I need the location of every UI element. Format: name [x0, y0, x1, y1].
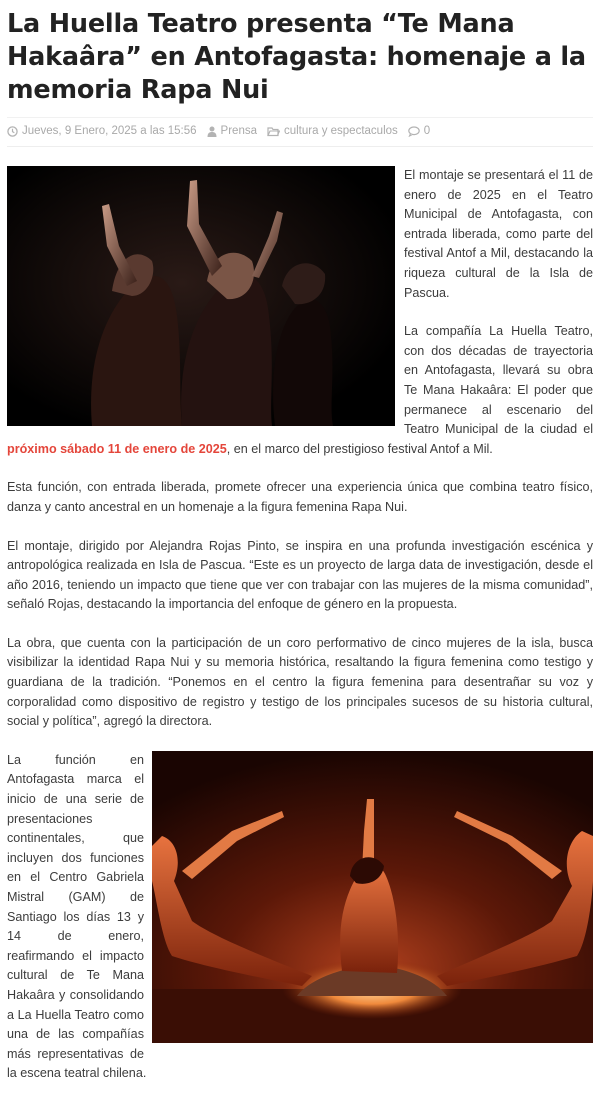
article-title: La Huella Teatro presenta “Te Mana Hakaâra” en Antofagasta: homenaje a la memoria Rapa Nui [7, 9, 586, 105]
meta-author-text[interactable]: Prensa [220, 125, 257, 137]
meta-comments-count[interactable]: 0 [423, 125, 431, 137]
paragraph-1: El montaje se presentará el 11 de enero de 2025 en el Teatro Municipal de Antofagasta, con entrada liberada, como parte del festival Antof a Mil, destacando la riqueza cultural de la Isla de Pascua. [404, 168, 593, 300]
meta-category[interactable] [267, 125, 398, 137]
paragraph-2-text-end: , en el marco del prestigioso festival Antof a Mil. [226, 441, 493, 456]
paragraph-3: Esta función, con entrada liberada, promete ofrecer una experiencia única que combina teatro físico, danza y canto ancestral en un homenaje a la figura femenina Rapa Nui. [7, 480, 593, 514]
paragraph-4: El montaje, dirigido por Alejandra Rojas Pinto, se inspira en una profunda investigación escénica y antropológica realizada en Isla de Pascua. “Este es un proyecto de larga data de investigación, desde el año 2016, teniendo un impacto que tiene que ver con trabajar con las mujeres de la misma comunidad”, señaló Rojas, destacando la importancia del enfoque de género en la propuesta. [7, 538, 593, 612]
paragraph-2-text-start: La compañía La Huella Teatro, con dos décadas de trayectoria en Antofagasta, llevará su obra Te Mana Hakaâra: El poder que permanece al escenario del Teatro Municipal de la ciudad el [404, 324, 593, 437]
user-icon [207, 126, 217, 137]
meta-date-text: Jueves, 9 Enero, 2025 a las 15:56 [22, 125, 197, 137]
clock-icon [7, 126, 18, 137]
article-photo-1 [7, 166, 395, 426]
article-meta [7, 117, 593, 147]
meta-date [7, 125, 197, 137]
paragraph-5: La obra, que cuenta con la participación de un coro performativo de cinco mujeres de la isla, busca visibilizar la identidad Rapa Nui y su memoria histórica, resaltando la figura femenina como testigo y guardiana de la tradición. “Ponemos en el centro la figura femenina para desentrañar su voz y corporalidad como dispositivo de registro y testigo de los principales sucesos de su historia cultural, social y política”, agregó la directora. [7, 635, 593, 729]
meta-category-text[interactable]: cultura y espectaculos [283, 125, 398, 137]
folder-icon [267, 126, 280, 137]
meta-comments[interactable] [408, 125, 430, 137]
article-body [7, 166, 593, 1103]
meta-author[interactable] [207, 125, 257, 137]
paragraph-6: La función en Antofagasta marca el inicio de una serie de presentaciones continentales, que incluyen dos funciones en el Centro Gabriela Mistral (GAM) de Santiago los días 13 y 14 de enero, reafirmando el impacto cultural de Te Mana Hakaâra y consolidando a La Huella Teatro como una de las compañías más representativas de la escena teatral chilena. [7, 752, 147, 1081]
comment-icon [408, 126, 420, 137]
event-date-highlight: próximo sábado 11 de enero de 2025 [7, 441, 227, 456]
article-photo-2 [152, 751, 593, 1043]
